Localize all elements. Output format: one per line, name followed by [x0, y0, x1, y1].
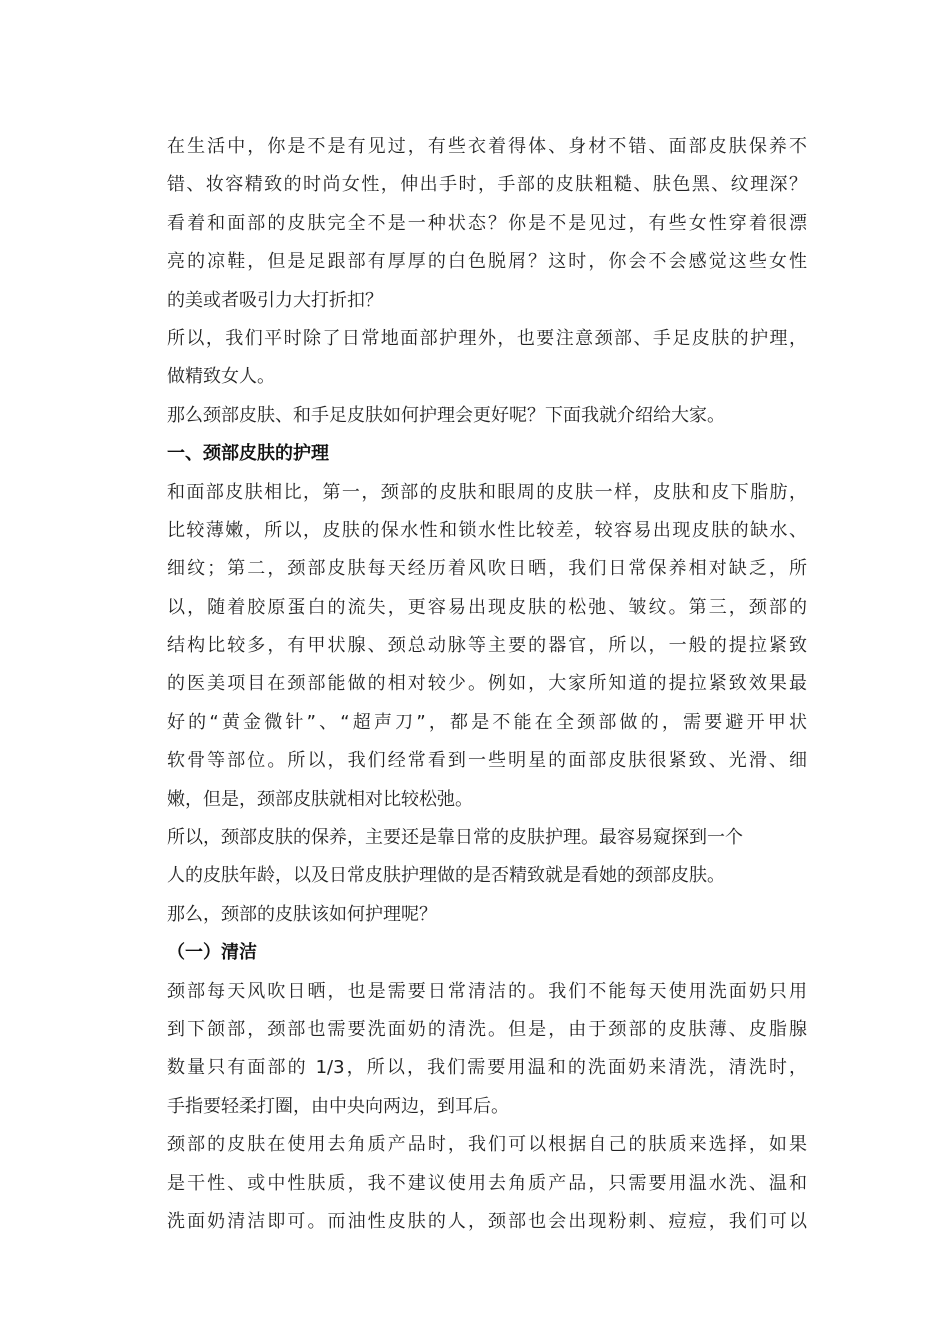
paragraph-line: 在生活中，你是不是有见过，有些衣着得体、身材不错、面部皮肤保养不 [167, 136, 807, 157]
paragraph-line: 以，随着胶原蛋白的流失，更容易出现皮肤的松弛、皱纹。第三，颈部的 [167, 596, 807, 618]
paragraph-line: 错、妆容精致的时尚女性，伸出手时，手部的皮肤粗糙、肤色黑、纹理深？ [167, 174, 807, 196]
paragraph-line: 和面部皮肤相比，第一，颈部的皮肤和眼周的皮肤一样，皮肤和皮下脂肪， [167, 481, 807, 503]
paragraph-line: 亮的凉鞋，但是足跟部有厚厚的白色脱屑？这时，你会不会感觉这些女性 [167, 251, 807, 273]
paragraph-line: 那么，颈部的皮肤该如何护理呢？ [167, 903, 437, 925]
paragraph-line: 是干性、或中性肤质，我不建议使用去角质产品，只需要用温水洗、温和 [167, 1172, 807, 1194]
paragraph-line: 的医美项目在颈部能做的相对较少。例如，大家所知道的提拉紧致效果最 [167, 673, 807, 695]
paragraph-line: 数量只有面部的 1/3，所以，我们需要用温和的洗面奶来清洗，清洗时， [167, 1057, 807, 1079]
paragraph-line: 细纹；第二，颈部皮肤每天经历着风吹日晒，我们日常保养相对缺乏，所 [167, 558, 807, 580]
document-page [167, 128, 807, 1241]
paragraph-line: 所以，颈部皮肤的保养，主要还是靠日常的皮肤护理。最容易窥探到一个 [167, 827, 743, 849]
paragraph-line: 的美或者吸引力大打折扣？ [167, 289, 383, 311]
paragraph-line: 洗面奶清洁即可。而油性皮肤的人，颈部也会出现粉刺、痘痘，我们可以 [167, 1210, 807, 1232]
paragraph-line: 颈部每天风吹日晒，也是需要日常清洁的。我们不能每天使用洗面奶只用 [167, 980, 807, 1002]
paragraph-line: 手指要轻柔打圈，由中央向两边，到耳后。 [167, 1095, 509, 1117]
paragraph-line: 那么颈部皮肤、和手足皮肤如何护理会更好呢？下面我就介绍给大家。 [167, 404, 725, 426]
paragraph-line: 嫩，但是，颈部皮肤就相对比较松弛。 [167, 788, 473, 810]
section-heading: 一、颈部皮肤的护理 [167, 443, 329, 465]
paragraph-line: 软骨等部位。所以，我们经常看到一些明星的面部皮肤很紧致、光滑、细 [167, 750, 807, 772]
paragraph-line: 做精致女人。 [167, 366, 275, 388]
paragraph-line: 比较薄嫩，所以，皮肤的保水性和锁水性比较差，较容易出现皮肤的缺水、 [167, 519, 807, 541]
paragraph-line: 结构比较多，有甲状腺、颈总动脉等主要的器官，所以，一般的提拉紧致 [167, 635, 807, 657]
paragraph-line: 颈部的皮肤在使用去角质产品时，我们可以根据自己的肤质来选择，如果 [167, 1134, 807, 1156]
paragraph-line: 所以，我们平时除了日常地面部护理外，也要注意颈部、手足皮肤的护理， [167, 327, 807, 349]
paragraph-line: 看着和面部的皮肤完全不是一种状态？你是不是见过，有些女性穿着很漂 [167, 212, 807, 234]
paragraph-line: 到下颌部，颈部也需要洗面奶的清洗。但是，由于颈部的皮肤薄、皮脂腺 [167, 1018, 807, 1040]
paragraph-line: 好的“黄金微针”、“超声刀”，都是不能在全颈部做的，需要避开甲状 [167, 711, 807, 733]
subsection-heading: （一）清洁 [167, 942, 257, 964]
paragraph-line: 人的皮肤年龄，以及日常皮肤护理做的是否精致就是看她的颈部皮肤。 [167, 865, 725, 887]
